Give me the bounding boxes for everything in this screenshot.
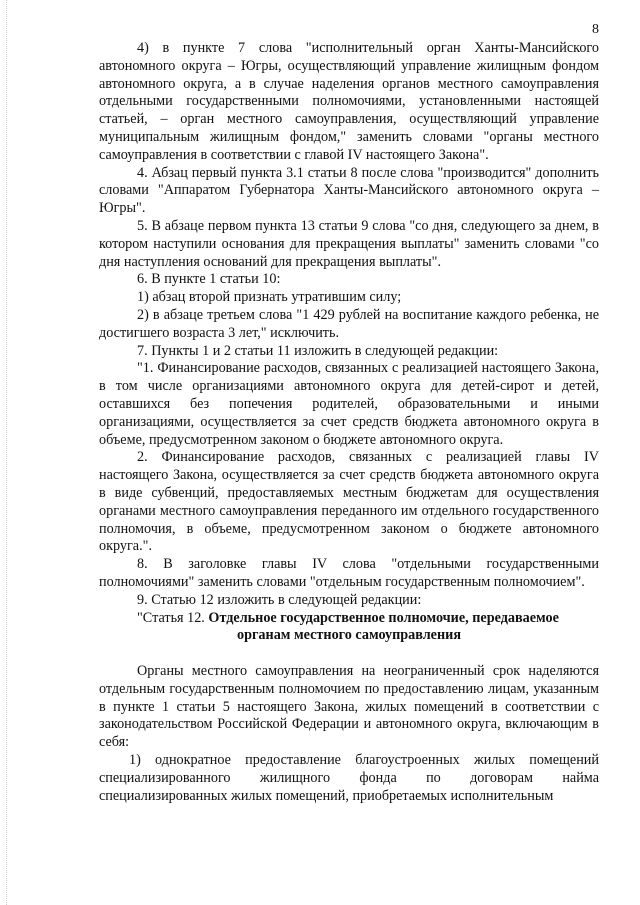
paragraph-financing-2: 2. Финансирование расходов, связанных с реализацией главы IV настоящего Закона, осуществляется за счет средств бюджета автономного округа в виде субвенций, предоставляемых местным бюджетам для осуществления органами местного самоуправления переданного им отдельного государственного полномочия, в объеме, предусмотренном законом о бюджете автономного округа.".	[99, 449, 599, 555]
paragraph-subitem-2: 2) в абзаце третьем слова "1 429 рублей на воспитание каждого ребенка, не достигшего возраста 3 лет," исключить.	[99, 306, 599, 341]
section-gap	[99, 645, 599, 663]
page-number: 8	[592, 22, 599, 37]
paragraph-item-4: 4) в пункте 7 слова "исполнительный орган Ханты-Мансийского автономного округа – Югры, осуществляющий управление жилищным фондом автономного округа, а в случае наделения органов местного самоуправления отдельными государственными полномочиями, установленными настоящей статьей, – орган местного самоуправления, осуществляющий управление муниципальным жилищным фондом," заменить словами "органы местного самоуправления в соответствии с главой IV настоящего Закона".	[99, 40, 599, 163]
paragraph-financing-1: "1. Финансирование расходов, связанных с реализацией настоящего Закона, в том числе организациями автономного округа для детей-сирот и детей, оставшихся без попечения родителей, образовательными и иными организациями, осуществляется за счет средств бюджета автономного округа в объеме, предусмотренном законом о бюджете автономного округа.	[99, 360, 599, 448]
article-12-heading-prefix: "Статья 12.	[137, 609, 209, 626]
paragraph-article-12-intro: Органы местного самоуправления на неограниченный срок наделяются отдельным государственным полномочием по предоставлению лицам, указанным в пункте 1 статьи 5 настоящего Закона, жилых помещений в соответствии с законодательством Российской Федерации и автономного округа, включающим в себя:	[99, 663, 599, 751]
article-12-heading-line-2: органам местного самоуправления	[237, 627, 461, 644]
paragraph-subitem-1: 1) абзац второй признать утратившим силу;	[137, 289, 402, 306]
paragraph-amendment-5: 5. В абзаце первом пункта 13 статьи 9 слова "со дня, следующего за днем, в котором наступили основания для прекращения выплаты" заменить словами "со дня наступления оснований для прекращения выплаты".	[99, 217, 599, 270]
paragraph-amendment-9: 9. Статью 12 изложить в следующей редакции:	[137, 591, 422, 608]
paragraph-amendment-8: 8. В заголовке главы IV слова "отдельными государственными полномочиями" заменить словами "отдельным государственным полномочием".	[99, 556, 599, 590]
document-body	[99, 40, 599, 805]
paragraph-amendment-6: 6. В пункте 1 статьи 10:	[137, 271, 281, 288]
paragraph-article-12-item-1: 1) однократное предоставление благоустроенных жилых помещений специализированного жилищного фонда по договорам найма специализированных жилых помещений, приобретаемых исполнительным	[99, 752, 599, 804]
article-12-heading	[99, 610, 599, 628]
article-12-heading-title: Отдельное государственное полномочие, передаваемое	[208, 609, 559, 626]
paragraph-amendment-7: 7. Пункты 1 и 2 статьи 11 изложить в следующей редакции:	[137, 342, 499, 359]
paragraph-amendment-4: 4. Абзац первый пункта 3.1 статьи 8 после слова "производится" дополнить словами "Аппаратом Губернатора Ханты-Мансийского автономного округа – Югры".	[99, 164, 599, 217]
scan-edge-mark	[6, 0, 8, 905]
